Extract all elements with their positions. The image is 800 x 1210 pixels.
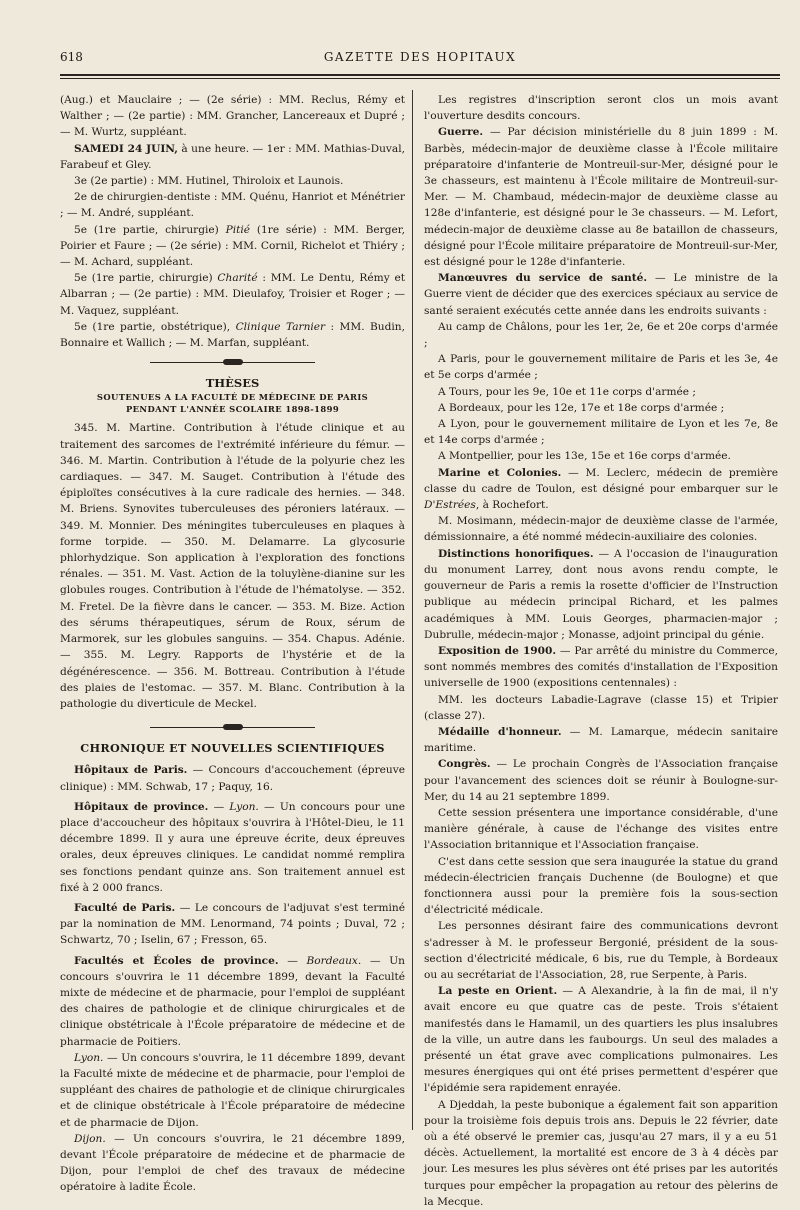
- exam-paragraph: [60, 222, 405, 271]
- news-heading: Faculté de Paris.: [74, 901, 176, 914]
- page-header: [60, 50, 780, 72]
- news-heading: La peste en Orient.: [438, 985, 558, 998]
- section-separator: [60, 720, 405, 734]
- exam-paragraph: [60, 141, 405, 173]
- news-item: Cette session présentera une importance considérable, d'une manière générale, à cause de l'échange des visites entre l'Association britannique et l'Association française.: [424, 806, 778, 852]
- list-item: A Montpellier, pour les 13e, 15e et 16e corps d'armée.: [438, 450, 731, 463]
- exam-text: 5e (1re partie, chirurgie): [74, 272, 218, 285]
- news-item: [424, 983, 778, 1096]
- news-text: — Par décision ministérielle du 8 juin 1899 : M. Barbès, médecin-major de deuxième classe à l'École militaire préparatoire d'infanterie de Montreuil-sur-Mer, désigné pour le 3e chasseurs, est maintenu à l'École militaire de Montreuil-sur-Mer. — M. Chambaud, médecin-major de deuxième classe au 128e d'infanterie, est désigné pour le 3e chasseurs. — M. Lefort, médecin-major de deuxième classe au 8e bataillon de chasseurs, désigné pour l'École militaire préparatoire de Montreuil-sur-Mer, est désigné pour le 128e d'infanterie.: [424, 126, 778, 269]
- list-item: A Lyon, pour le gouvernement militaire de Lyon et les 7e, 8e et 14e corps d'armée ;: [424, 418, 778, 447]
- news-heading: Hôpitaux de Paris.: [74, 764, 188, 777]
- page-number: 618: [60, 50, 83, 64]
- city-name: Dijon.: [74, 1132, 106, 1145]
- list-item: A Tours, pour les 9e, 10e et 11e corps d'armée ;: [438, 385, 696, 398]
- news-heading: Exposition de 1900.: [438, 644, 557, 657]
- news-text: — M. Leclerc, médecin de première classe du cadre de Toulon, est désigné pour embarquer sur le: [424, 466, 779, 495]
- news-text: , à Rochefort.: [475, 499, 549, 512]
- header-rule: [60, 74, 780, 76]
- news-text: — Par arrêté du ministre du Commerce, sont nommés membres des comités d'installation de l'Exposition universelle de 1900 (expositions centennales) :: [424, 644, 778, 690]
- ship-name: D'Estrées: [424, 499, 476, 512]
- news-text: — Le concours de l'adjuvat s'est terminé par la nomination de MM. Lenormand, 74 points ; Duval, 72 ; Schwartz, 70 ; Iselin, 67 ; Fresson, 65.: [60, 901, 405, 947]
- list-item: A Bordeaux, pour les 12e, 17e et 18e corps d'armée ;: [438, 401, 725, 414]
- news-item: [424, 724, 778, 756]
- chronicle-heading: CHRONIQUE ET NOUVELLES SCIENTIFIQUES: [80, 741, 385, 756]
- exam-text: (1re série) : MM. Berger, Poirier et Faure ; — (2e série) : MM. Cornil, Richelot et Thiéry ; — M. Achard, suppléant.: [60, 223, 406, 269]
- news-text: — Un concours s'ouvrira, le 21 décembre 1899, devant l'École préparatoire de médecine et de pharmacie de Dijon, pour l'emploi de chef des travaux de médecine opératoire à ladite École.: [60, 1132, 405, 1194]
- news-text: — M. Lamarque, médecin sanitaire maritime.: [424, 725, 778, 755]
- section-separator: [60, 355, 405, 369]
- news-item: Les registres d'inscription seront clos un mois avant l'ouverture desdits concours.: [424, 94, 778, 123]
- list-item: Au camp de Châlons, pour les 1er, 2e, 6e et 20e corps d'armée ;: [424, 320, 778, 350]
- news-item: [60, 1131, 405, 1196]
- city-name: Bordeaux.: [306, 954, 362, 967]
- hospital-name: Pitié: [225, 223, 251, 236]
- news-text: — Un concours pour une place d'accoucheur des hôpitaux s'ouvrira à l'Hôtel-Dieu, le 11 décembre 1899. Il y aura une épreuve écrite, deux épreuves orales, deux épreuves cliniques. Le candidat nommé remplira ses fonctions pendant quinze ans. Son traitement annuel est fixé à 2 000 francs.: [60, 800, 405, 894]
- news-item: [424, 643, 778, 692]
- news-item: [424, 465, 778, 514]
- header-rule-thin: [60, 78, 780, 79]
- news-text: — Un concours s'ouvrira, le 11 décembre 1899, devant la Faculté mixte de médecine et de pharmacie, pour l'emploi de suppléant des chaires de pathologie et de clinique chirurgicales et de clinique obstétricale à l'École préparatoire de médecine et de pharmacie de Dijon.: [60, 1051, 405, 1129]
- news-heading: Distinctions honorifiques.: [438, 547, 594, 560]
- news-text: — A l'occasion de l'inauguration du monument Larrey, dont nous avons rendu compte, le gouverneur de Paris a remis la rosette d'officier de l'Instruction publique au médecin principal Richard, et les palmes académiques à MM. Louis Georges, pharmacien-major ; Dubrulle, médecin-major ; Monasse, adjoint principal du génie.: [424, 547, 778, 641]
- news-item: [60, 1050, 405, 1131]
- news-item: MM. les docteurs Labadie-Lagrave (classe 15) et Tripier (classe 27).: [424, 693, 778, 722]
- news-item: [424, 546, 778, 643]
- journal-title: GAZETTE DES HOPITAUX: [323, 50, 517, 64]
- theses-list: 345. M. Martine. Contribution à l'étude clinique et au traitement des sarcomes de l'extrémité inférieure du fémur. — 346. M. Martin. Contribution à l'étude de la polyurie chez les cardiaques. — 347. M. Sauget. Contribution à l'étude des épiploïtes consécutives à la cure radicale des hernies. — 348. M. Briens. Synovites tuberculeuses des péroniers latéraux. — 349. M. Monnier. Des méningites tuberculeuses en plaques à forme torpide. — 350. M. Delamarre. La glycosurie phlorhydzique. Son application à l'exploration des fonctions rénales. — 351. M. Vast. Action de la toluylène-dianine sur les globules rouges. Contribution à l'étude de l'hématolyse. — 352. M. Fretel. De la fièvre dans le cancer. — 353. M. Bize. Action des sérums thérapeutiques, sérum de Roux, sérum de Marmorek, sur les globules sanguins. — 354. Chapus. Adénie. — 355. M. Legry. Rapports de l'hystérie et de la dégénérescence. — 356. M. Bottreau. Contribution à l'étude des plaies de l'estomac. — 357. M. Blanc. Contribution à la pathologie du diverticule de Meckel.: [60, 422, 405, 710]
- news-item: [60, 953, 405, 1050]
- news-heading: Marine et Colonies.: [438, 466, 562, 479]
- exam-paragraph: 3e (2e partie) : MM. Hutinel, Thiroloix et Launois.: [74, 175, 344, 188]
- exam-text: : MM. Budin, Bonnaire et Wallich ; — M. Marfan, suppléant.: [60, 320, 405, 350]
- news-heading: Hôpitaux de province.: [74, 800, 209, 813]
- news-item: C'est dans cette session que sera inaugurée la statue du grand médecin-électricien français Duchenne (de Boulogne) et que fonctionnera aussi pour la première fois la sous-section d'électricité médicale.: [424, 855, 778, 917]
- exam-text: 5e (1re partie, obstétrique),: [74, 320, 236, 333]
- column-divider: [412, 90, 413, 1130]
- left-column: [60, 92, 405, 1196]
- date-heading: SAMEDI 24 JUIN,: [74, 142, 178, 155]
- exam-text: : MM. Le Dentu, Rémy et Albarran ; — (2e partie) : MM. Dieulafoy, Troisier et Roger ; — M. Vaquez, suppléant.: [60, 272, 405, 317]
- exam-paragraph: [60, 270, 405, 319]
- news-heading: Médaille d'honneur.: [438, 725, 562, 738]
- news-text: — Le ministre de la Guerre vient de décider que des exercices spéciaux au service de santé seraient exécutés cette année dans les endroits suivants :: [424, 272, 778, 317]
- news-text: — Le prochain Congrès de l'Association française pour l'avancement des sciences doit se réunir à Boulogne-sur-Mer, du 14 au 21 septembre 1899.: [424, 758, 778, 803]
- news-item: [424, 124, 778, 270]
- news-text: — A Alexandrie, à la fin de mai, il n'y avait encore eu que quatre cas de peste. Trois s'étaient manifestés dans le Hamamil, un des quartiers les plus insalubres de la ville, un autre dans les faubourgs. Un seul des malades a présenté un état grave avec complications pulmonaires. Les mesures énergiques qui ont été prises permettent d'espérer que l'épidémie sera rapidement enrayée.: [424, 985, 778, 1095]
- theses-subheading: PENDANT L'ANNÉE SCOLAIRE 1898-1899: [125, 404, 340, 415]
- news-item: A Djeddah, la peste bubonique a également fait son apparition pour la troisième fois depuis trois ans. Depuis le 22 février, date où a été observé le premier cas, jusqu'au 27 mars, il y a eu 51 décès. Actuellement, la mortalité est encore de 3 à 4 décès par jour. Les mesures les plus sévères ont été prises par les autorités turques pour empêcher la propagation au retour des pèlerins de la Mecque.: [424, 1098, 778, 1208]
- news-heading: Manœuvres du service de santé.: [438, 272, 648, 285]
- news-heading: Congrès.: [438, 758, 491, 771]
- theses-heading: THÈSES: [205, 376, 260, 391]
- hospital-name: Clinique Tarnier: [235, 320, 326, 333]
- list-item: A Paris, pour le gouvernement militaire de Paris et les 3e, 4e et 5e corps d'armée ;: [424, 353, 778, 382]
- exam-paragraph: 2e de chirurgien-dentiste : MM. Quénu, Hanriot et Ménétrier ; — M. André, suppléant.: [60, 191, 405, 220]
- exam-text: à une heure. — 1er : MM. Mathias-Duval, Farabeuf et Gley.: [60, 142, 405, 171]
- news-item: Les personnes désirant faire des communications devront s'adresser à M. le professeur Bergonié, président de la sous-section d'électricité médicale, 6 bis, rue du Temple, à Bordeaux ou au secrétariat de l'Association, 28, rue Serpente, à Paris.: [424, 920, 778, 981]
- news-heading: Facultés et Écoles de province.: [74, 954, 279, 967]
- city-name: Lyon.: [74, 1051, 104, 1064]
- news-text: — Concours d'accouchement (épreuve clinique) : MM. Schwab, 17 ; Paquy, 16.: [60, 764, 405, 793]
- news-item: [60, 900, 405, 949]
- news-item: M. Mosimann, médecin-major de deuxième classe de l'armée, démissionnaire, a été nommé médecin-auxiliaire des colonies.: [424, 515, 778, 544]
- news-text: —: [278, 954, 307, 967]
- news-item: [60, 762, 405, 794]
- news-heading: Guerre.: [438, 126, 484, 139]
- hospital-name: Charité: [217, 272, 258, 285]
- news-item: [60, 799, 405, 896]
- news-text: —: [208, 800, 230, 813]
- exam-paragraph: [60, 319, 405, 351]
- exam-paragraph: (Aug.) et Mauclaire ; — (2e série) : MM. Reclus, Rémy et Walther ; — (2e partie) : MM. Grancher, Lancereaux et Dupré ; — M. Wurtz, suppléant.: [60, 94, 405, 139]
- news-item: [424, 270, 778, 319]
- right-column: [424, 92, 778, 1210]
- news-text: — Un concours s'ouvrira le 11 décembre 1899, devant la Faculté mixte de médecine et de pharmacie, pour l'emploi de suppléant des chaires de pathologie et de clinique chirurgicales et de clinique obstétricale à l'École préparatoire de médecine et de pharmacie de Poitiers.: [60, 954, 405, 1048]
- news-item: [424, 756, 778, 805]
- exam-text: 5e (1re partie, chirurgie): [74, 223, 226, 236]
- city-name: Lyon.: [229, 800, 259, 813]
- theses-subheading: SOUTENUES A LA FACULTÉ DE MÉDECINE DE PARIS: [96, 392, 369, 403]
